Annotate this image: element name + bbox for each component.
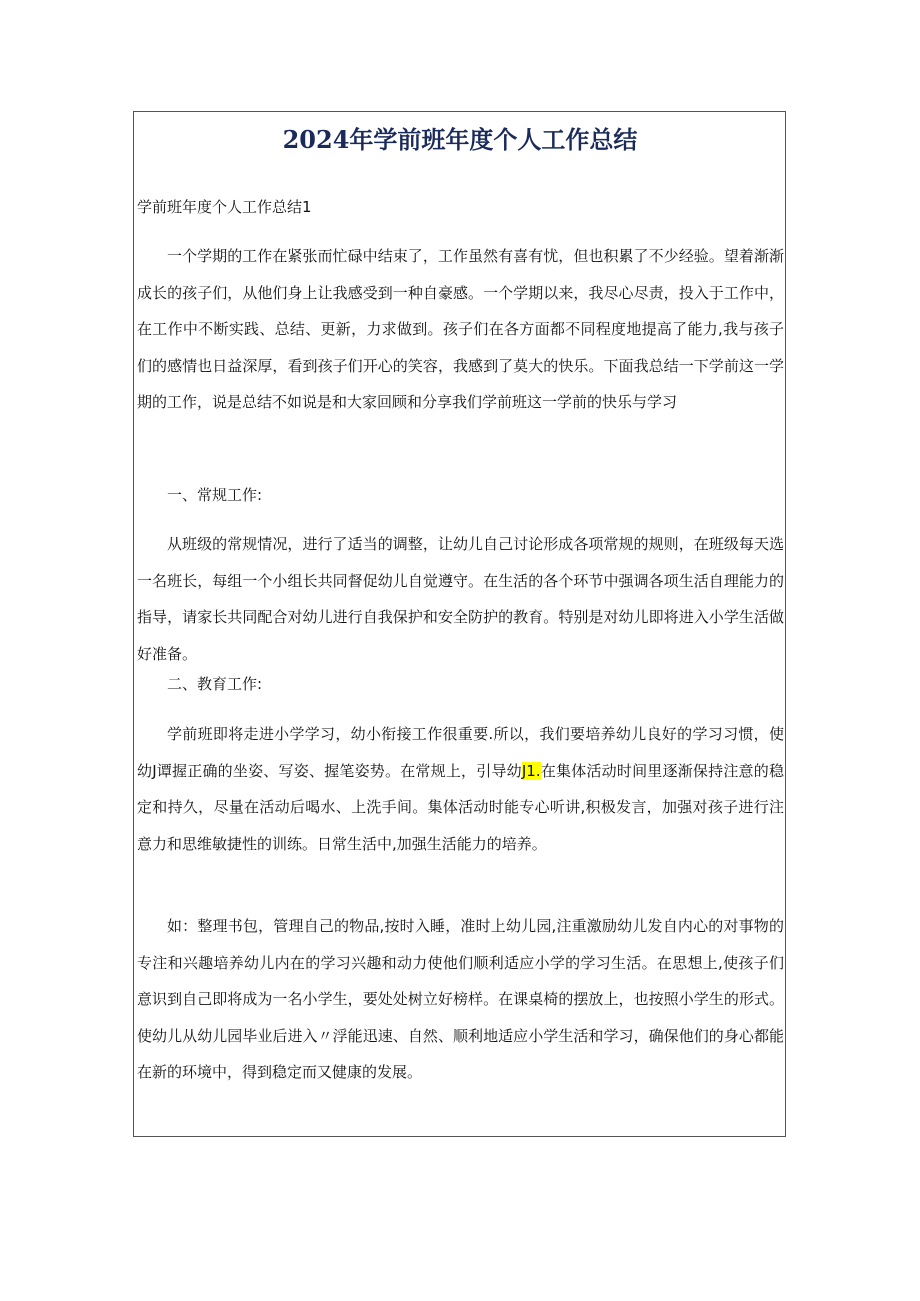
education-text-part1: 学前班即将走进小学学习，幼小衔接工作很重要.所以，我们要培养幼儿良好的学习习惯，使幼J谭握正确的坐姿、写姿、握笔姿势。在常规上，引导幼 — [137, 725, 784, 780]
education-text-part2: 在集体活动时间里逐渐保持注意的稳定和持久，尽量在活动后喝水、上洗手间。集体活动时能专心听讲,积极发言，加强对孩子进行注意力和思维敏捷性的训练。日常生活中,加强生活能力的培养。 — [137, 761, 784, 853]
paragraph-education-work — [137, 716, 784, 862]
section-subtitle: 学前班年度个人工作总结1 — [137, 198, 312, 216]
heading-education-work: 二、教育工作: — [167, 675, 263, 693]
paragraph-example: 如：整理书包，管理自己的物品,按时入睡，准时上幼儿园,注重激励幼儿发自内心的对事物的专注和兴趣培养幼儿内在的学习兴趣和动力使他们顺利适应小学的学习生活。在思想上,使孩子们意识到自己即将成为一名小学生，要处处树立好榜样。在课桌椅的摆放上，也按照小学生的形式。使幼儿从幼儿园毕业后进入〃浮能迅速、自然、顺利地适应小学生活和学习，确保他们的身心都能在新的环境中，得到稳定而又健康的发展。 — [137, 917, 784, 1081]
paragraph-routine-work: 从班级的常规情况，进行了适当的调整，让幼儿自己讨论形成各项常规的规则，在班级每天选一名班长，每组一个小组长共同督促幼儿自觉遵守。在生活的各个环节中强调各项生活自理能力的指导，请家长共同配合对幼儿进行自我保护和安全防护的教育。特别是对幼儿即将进入小学生活做好准备。 — [137, 535, 784, 663]
paragraph-intro: 一个学期的工作在紧张而忙碌中结束了，工作虽然有喜有忧，但也积累了不少经验。望着渐渐成长的孩子们，从他们身上让我感受到一种自豪感。一个学期以来，我尽心尽责，投入于工作中，在工作中不断实践、总结、更新，力求做到。孩子们在各方面都不同程度地提高了能力,我与孩子们的感情也日益深厚，看到孩子们开心的笑容，我感到了莫大的快乐。下面我总结一下学前这一学期的工作，说是总结不如说是和大家回顾和分享我们学前班这一学前的快乐与学习 — [137, 247, 784, 411]
document-title: 2024年学前班年度个人工作总结 — [282, 125, 638, 154]
heading-routine-work: 一、常规工作: — [167, 486, 263, 504]
highlighted-text: J1. — [521, 761, 541, 780]
